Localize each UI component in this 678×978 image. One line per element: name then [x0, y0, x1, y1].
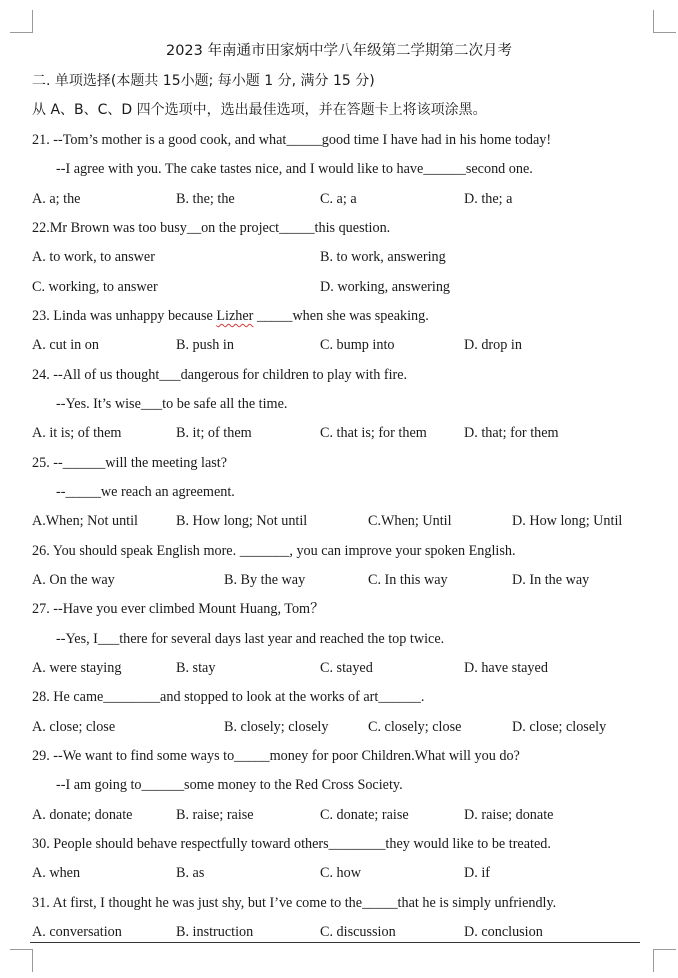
question-31-option-d: D. conclusion	[464, 924, 543, 940]
question-26-option-d: D. In the way	[512, 572, 590, 588]
question-29-option-d: D. raise; donate	[464, 807, 554, 823]
question-28-option-b: B. closely; closely	[224, 719, 329, 735]
question-23-stem	[32, 307, 429, 325]
question-24-option-b: B. it; of them	[176, 425, 252, 441]
question-27-option-b: B. stay	[176, 660, 216, 676]
question-27-stem: 27. --Have you ever climbed Mount Huang, Tom？	[32, 601, 325, 617]
question-23-option-c: C. bump into	[320, 337, 395, 353]
question-29-stem: 29. --We want to find some ways to_____money for poor Children.What will you do?	[32, 748, 520, 764]
question-21-option-b: B. the; the	[176, 191, 235, 207]
question-29-option-a: A. donate; donate	[32, 807, 133, 823]
question-24-option-d: D. that; for them	[464, 425, 559, 441]
question-28-option-d: D. close; closely	[512, 719, 607, 735]
question-22-option-b: B. to work, answering	[320, 249, 446, 265]
question-29-option-c: C. donate; raise	[320, 807, 409, 823]
question-31-option-a: A. conversation	[32, 924, 122, 940]
question-27-option-a: A. were staying	[32, 660, 122, 676]
question-30-option-a: A. when	[32, 865, 81, 881]
exam-title: 2023 年南通市田家炳中学八年级第二学期第二次月考	[165, 43, 512, 59]
section-heading: 二. 单项选择(本题共 15小题; 每小题 1 分, 满分 15 分)	[32, 73, 375, 89]
question-25-option-b: B. How long; Not until	[176, 513, 308, 529]
question-31-option-c: C. discussion	[320, 924, 396, 940]
question-21-stem-reply: --I agree with you. The cake tastes nice, and I would like to have______second one.	[56, 161, 533, 177]
instructions: 从 A、B、C、D 四个选项中，选出最佳选项，并在答题卡上将该项涂黑。	[32, 102, 487, 118]
question-21-option-a: A. a; the	[32, 191, 81, 207]
question-24-option-a: A. it is; of them	[32, 425, 122, 441]
question-26-option-b: B. By the way	[224, 572, 306, 588]
question-31-stem: 31. At first, I thought he was just shy, but I’ve come to the_____that he is simply unfriendly.	[32, 895, 557, 911]
question-25-stem: 25. --______will the meeting last?	[32, 455, 228, 471]
question-22-option-c: C. working, to answer	[32, 279, 158, 295]
question-28-option-c: C. closely; close	[368, 719, 462, 735]
question-31-option-b: B. instruction	[176, 924, 254, 940]
question-23-stem-pre: 23. Linda was unhappy because	[32, 308, 217, 324]
question-25-option-a: A.When; Not until	[32, 513, 138, 529]
question-22-option-a: A. to work, to answer	[32, 249, 155, 265]
footer-rule	[30, 942, 640, 943]
question-22-option-d: D. working, answering	[320, 279, 451, 295]
question-27-stem-reply: --Yes, I___there for several days last year and reached the top twice.	[56, 631, 445, 647]
crop-mark-bottom-right	[653, 949, 676, 972]
question-24-stem-reply: --Yes. It’s wise___to be safe all the time.	[56, 396, 288, 412]
question-25-option-c: C.When; Until	[368, 513, 452, 529]
crop-mark-bottom-left	[10, 949, 33, 972]
question-27-option-c: C. stayed	[320, 660, 373, 676]
question-30-option-d: D. if	[464, 865, 491, 881]
question-29-stem-reply: --I am going to______some money to the Red Cross Society.	[56, 777, 403, 793]
question-22-stem: 22.Mr Brown was too busy__on the project_____this question.	[32, 220, 391, 236]
question-23-option-d: D. drop in	[464, 337, 522, 353]
question-28-stem: 28. He came________and stopped to look at the works of art______.	[32, 689, 425, 705]
question-26-option-a: A. On the way	[32, 572, 115, 588]
question-25-stem-reply: --_____we reach an agreement.	[56, 484, 235, 500]
question-25-option-d: D. How long; Until	[512, 513, 623, 529]
question-29-option-b: B. raise; raise	[176, 807, 254, 823]
question-26-option-c: C. In this way	[368, 572, 448, 588]
crop-mark-top-left	[10, 10, 33, 33]
question-30-option-b: B. as	[176, 865, 205, 881]
question-24-option-c: C. that is; for them	[320, 425, 427, 441]
question-30-stem: 30. People should behave respectfully toward others________they would like to be treated.	[32, 836, 551, 852]
question-21-option-d: D. the; a	[464, 191, 513, 207]
question-30-option-c: C. how	[320, 865, 361, 881]
question-28-option-a: A. close; close	[32, 719, 116, 735]
question-21-option-c: C. a; a	[320, 191, 357, 207]
question-24-stem: 24. --All of us thought___dangerous for children to play with fire.	[32, 367, 408, 383]
question-27-option-d: D. have stayed	[464, 660, 548, 676]
question-26-stem: 26. You should speak English more. _______, you can improve your spoken English.	[32, 543, 516, 559]
spellcheck-marked-word: Lizher	[216, 308, 254, 324]
question-21-stem: 21. --Tom’s mother is a good cook, and what_____good time I have had in his home today!	[32, 132, 552, 148]
question-23-stem-post: _____when she was speaking.	[253, 308, 429, 324]
question-23-option-b: B. push in	[176, 337, 234, 353]
question-23-option-a: A. cut in on	[32, 337, 99, 353]
crop-mark-top-right	[653, 10, 676, 33]
